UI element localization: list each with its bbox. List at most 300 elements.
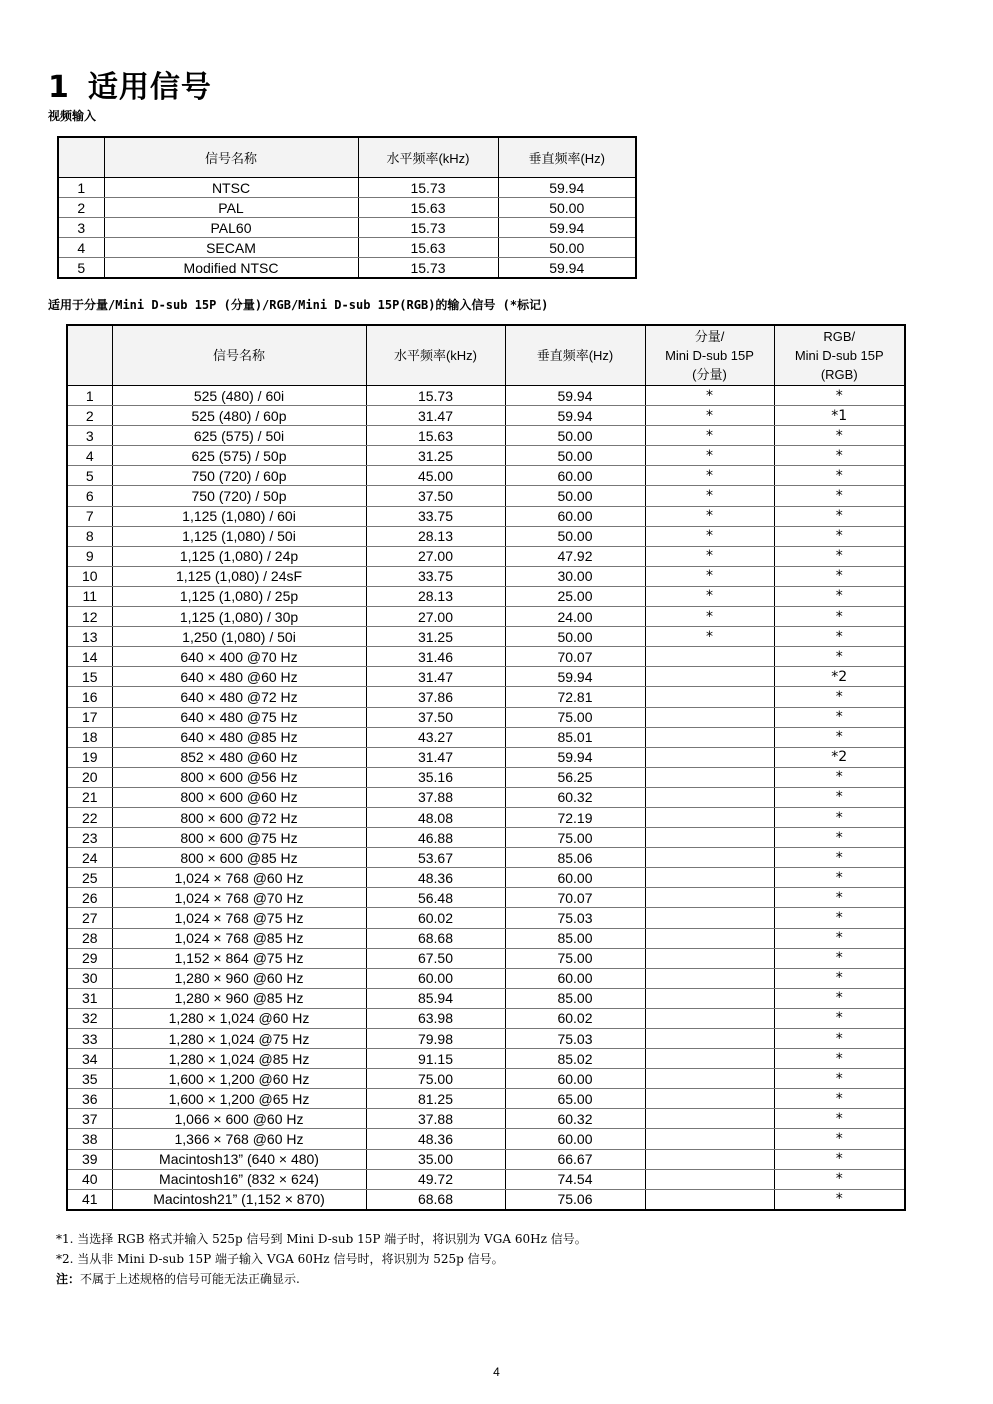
table-cell: 34: [67, 1049, 112, 1069]
table-cell: 85.01: [505, 727, 645, 747]
table-cell: *: [774, 426, 905, 446]
table-cell: 1,125 (1,080) / 25p: [112, 586, 366, 606]
table-cell: *: [774, 888, 905, 908]
table-cell: 35.16: [366, 767, 505, 787]
table-cell: 40: [67, 1169, 112, 1189]
table-cell: 15.63: [358, 198, 498, 218]
table-row: [67, 807, 905, 827]
table-cell: 56.25: [505, 767, 645, 787]
table-cell: Macintosh21” (1,152 × 870): [112, 1189, 366, 1210]
table-cell: 750 (720) / 60p: [112, 466, 366, 486]
table-row: [67, 908, 905, 928]
note-text: 不属于上述规格的信号可能无法正确显示.: [80, 1272, 300, 1286]
table-cell: *: [645, 386, 774, 406]
table-cell: *: [774, 928, 905, 948]
table-cell: 70.07: [505, 647, 645, 667]
table-cell: 4: [67, 446, 112, 466]
table-cell: 31.47: [366, 406, 505, 426]
table-cell: 1,152 × 864 @75 Hz: [112, 948, 366, 968]
table-cell: 66.67: [505, 1149, 645, 1169]
table-cell: [645, 787, 774, 807]
section-number: 1: [48, 70, 70, 105]
table-cell: 36: [67, 1089, 112, 1109]
table-cell: 28.13: [366, 526, 505, 546]
table-cell: SECAM: [104, 238, 358, 258]
table-cell: *: [774, 446, 905, 466]
table-cell: 48.36: [366, 868, 505, 888]
table-cell: 91.15: [366, 1049, 505, 1069]
table-cell: *: [774, 526, 905, 546]
table-cell: 3: [67, 426, 112, 446]
table-cell: *2: [774, 747, 905, 767]
table-cell: [645, 1169, 774, 1189]
table-cell: 81.25: [366, 1089, 505, 1109]
table-cell: Macintosh13” (640 × 480): [112, 1149, 366, 1169]
table-cell: 800 × 600 @85 Hz: [112, 848, 366, 868]
table-cell: 85.02: [505, 1049, 645, 1069]
table-cell: *: [774, 1049, 905, 1069]
table-row: [67, 526, 905, 546]
column-header: 水平频率(kHz): [358, 137, 498, 178]
table-cell: *: [774, 1189, 905, 1210]
table-cell: *: [774, 848, 905, 868]
table-cell: 24: [67, 848, 112, 868]
table-cell: NTSC: [104, 178, 358, 198]
table-cell: 75.03: [505, 1029, 645, 1049]
table-cell: *: [774, 627, 905, 647]
table-cell: 21: [67, 787, 112, 807]
table-row: [58, 198, 636, 218]
table-cell: 85.00: [505, 988, 645, 1008]
table-cell: 37.88: [366, 1109, 505, 1129]
table-cell: 75.00: [505, 948, 645, 968]
table-cell: 29: [67, 948, 112, 968]
table-cell: 43.27: [366, 727, 505, 747]
table-cell: 37.50: [366, 707, 505, 727]
table-row: [58, 238, 636, 258]
table-cell: [645, 1189, 774, 1210]
table-cell: 59.94: [498, 258, 636, 279]
table-cell: 2: [58, 198, 104, 218]
table-row: [67, 446, 905, 466]
table-cell: 2: [67, 406, 112, 426]
table-cell: 50.00: [498, 238, 636, 258]
table-cell: *1: [774, 406, 905, 426]
table-cell: *: [645, 446, 774, 466]
table-cell: 85.06: [505, 848, 645, 868]
table-row: [67, 928, 905, 948]
table-cell: 48.08: [366, 807, 505, 827]
table-row: [67, 1149, 905, 1169]
table-header-row: [67, 325, 905, 386]
table-row: [67, 667, 905, 687]
table-cell: [645, 687, 774, 707]
table-row: [67, 627, 905, 647]
table-cell: *: [645, 627, 774, 647]
table-cell: 35: [67, 1069, 112, 1089]
table-cell: 800 × 600 @72 Hz: [112, 807, 366, 827]
table-cell: 14: [67, 647, 112, 667]
table-cell: *: [774, 988, 905, 1008]
table-cell: 15.63: [358, 238, 498, 258]
column-header: [58, 137, 104, 178]
table-cell: 1,280 × 960 @85 Hz: [112, 988, 366, 1008]
table-cell: 50.00: [505, 526, 645, 546]
table-cell: *: [774, 868, 905, 888]
table-row: [67, 727, 905, 747]
table-cell: 46.88: [366, 828, 505, 848]
table-cell: 1,125 (1,080) / 30p: [112, 607, 366, 627]
table-row: [67, 948, 905, 968]
table-row: [58, 218, 636, 238]
table-row: [67, 426, 905, 446]
table-cell: 59.94: [505, 747, 645, 767]
component-rgb-heading: 适用于分量/Mini D-sub 15P (分量)/RGB/Mini D-sub 15P(RGB)的输入信号 (*标记): [48, 298, 549, 312]
table-cell: 1: [67, 386, 112, 406]
table-cell: 3: [58, 218, 104, 238]
table-cell: [645, 1129, 774, 1149]
table-cell: 15.73: [358, 218, 498, 238]
table-row: [67, 988, 905, 1008]
table-cell: 37.88: [366, 787, 505, 807]
table-cell: *: [774, 807, 905, 827]
table-cell: 50.00: [505, 446, 645, 466]
table-cell: 59.94: [505, 386, 645, 406]
table-cell: 50.00: [505, 486, 645, 506]
table-cell: *: [774, 546, 905, 566]
table-cell: *: [774, 948, 905, 968]
column-header: 信号名称: [104, 137, 358, 178]
table-row: [67, 386, 905, 406]
table-row: [67, 607, 905, 627]
table-cell: 1,280 × 960 @60 Hz: [112, 968, 366, 988]
table-cell: 37: [67, 1109, 112, 1129]
table-cell: 12: [67, 607, 112, 627]
table-cell: *: [774, 566, 905, 586]
table-cell: 85.00: [505, 928, 645, 948]
table-cell: 1,125 (1,080) / 60i: [112, 506, 366, 526]
table-cell: 59.94: [498, 178, 636, 198]
table-cell: 625 (575) / 50p: [112, 446, 366, 466]
table-cell: 640 × 480 @60 Hz: [112, 667, 366, 687]
table-cell: 15.73: [358, 178, 498, 198]
table-cell: [645, 647, 774, 667]
table-cell: [645, 727, 774, 747]
table-cell: 23: [67, 828, 112, 848]
table-cell: *: [645, 566, 774, 586]
table-cell: 11: [67, 586, 112, 606]
table-cell: 75.00: [505, 707, 645, 727]
table-cell: 39: [67, 1149, 112, 1169]
table-cell: *: [645, 406, 774, 426]
table-cell: 1,125 (1,080) / 24sF: [112, 566, 366, 586]
table-cell: [645, 828, 774, 848]
table-cell: 750 (720) / 50p: [112, 486, 366, 506]
table-cell: 30: [67, 968, 112, 988]
table-cell: *: [645, 466, 774, 486]
table-cell: 15.63: [366, 426, 505, 446]
table-cell: 50.00: [498, 198, 636, 218]
table-row: [67, 787, 905, 807]
table-cell: 1,250 (1,080) / 50i: [112, 627, 366, 647]
table-cell: [645, 968, 774, 988]
table-cell: 13: [67, 627, 112, 647]
table-cell: [645, 928, 774, 948]
table-row: [67, 1129, 905, 1149]
table-cell: 640 × 480 @85 Hz: [112, 727, 366, 747]
table-cell: 45.00: [366, 466, 505, 486]
table-cell: 31: [67, 988, 112, 1008]
footnotes: [56, 1229, 587, 1289]
table-cell: 22: [67, 807, 112, 827]
table-cell: 60.00: [505, 466, 645, 486]
table-cell: 72.81: [505, 687, 645, 707]
table-cell: 1,125 (1,080) / 24p: [112, 546, 366, 566]
table-cell: 6: [67, 486, 112, 506]
table-row: [67, 406, 905, 426]
table-cell: 15.73: [366, 386, 505, 406]
table-cell: 59.94: [505, 667, 645, 687]
column-header: 水平频率(kHz): [366, 325, 505, 386]
table-row: [67, 1049, 905, 1069]
column-header: 信号名称: [112, 325, 366, 386]
page-title: [48, 62, 212, 106]
page-number: 4: [493, 1365, 500, 1379]
table-cell: 15: [67, 667, 112, 687]
video-input-heading: 视频输入: [48, 109, 97, 123]
table-cell: 9: [67, 546, 112, 566]
table-cell: [645, 868, 774, 888]
table-row: [67, 848, 905, 868]
table-cell: 70.07: [505, 888, 645, 908]
table-cell: 75.00: [505, 828, 645, 848]
table-cell: [645, 747, 774, 767]
table-cell: [645, 1008, 774, 1028]
table-row: [67, 747, 905, 767]
table-cell: *: [645, 607, 774, 627]
table-cell: 20: [67, 767, 112, 787]
table-cell: *: [645, 426, 774, 446]
table-cell: 68.68: [366, 1189, 505, 1210]
table-cell: PAL: [104, 198, 358, 218]
table-cell: [645, 1029, 774, 1049]
table-cell: *: [774, 1029, 905, 1049]
table-cell: 1,066 × 600 @60 Hz: [112, 1109, 366, 1129]
table-cell: *: [774, 1129, 905, 1149]
table-cell: 1,280 × 1,024 @75 Hz: [112, 1029, 366, 1049]
table-cell: 60.00: [366, 968, 505, 988]
table-row: [67, 546, 905, 566]
table-cell: 32: [67, 1008, 112, 1028]
table-cell: 48.36: [366, 1129, 505, 1149]
table-cell: *: [774, 1149, 905, 1169]
table-cell: *: [645, 586, 774, 606]
footnote-1: *1. 当选择 RGB 格式并输入 525p 信号到 Mini D-sub 15P 端子时，将识别为 VGA 60Hz 信号。: [56, 1232, 587, 1246]
table-cell: 4: [58, 238, 104, 258]
table-cell: 10: [67, 566, 112, 586]
table-cell: 1,600 × 1,200 @65 Hz: [112, 1089, 366, 1109]
table-cell: *: [774, 1169, 905, 1189]
table-cell: 800 × 600 @75 Hz: [112, 828, 366, 848]
table-cell: 56.48: [366, 888, 505, 908]
table-cell: *: [774, 506, 905, 526]
table-cell: 31.47: [366, 667, 505, 687]
table-cell: 49.72: [366, 1169, 505, 1189]
table-cell: *: [774, 386, 905, 406]
table-cell: *2: [774, 667, 905, 687]
table-row: [67, 968, 905, 988]
table-cell: 50.00: [505, 627, 645, 647]
table-cell: 33.75: [366, 506, 505, 526]
note-label: 注：: [56, 1272, 81, 1286]
footnote-2: *2. 当从非 Mini D-sub 15P 端子输入 VGA 60Hz 信号时，将识别为 525p 信号。: [56, 1252, 504, 1266]
table-cell: 17: [67, 707, 112, 727]
table-cell: [645, 948, 774, 968]
table-cell: *: [774, 727, 905, 747]
table-row: [67, 1169, 905, 1189]
table-row: [67, 586, 905, 606]
table-cell: [645, 988, 774, 1008]
table-cell: 65.00: [505, 1089, 645, 1109]
table-cell: *: [774, 486, 905, 506]
table-cell: *: [774, 787, 905, 807]
column-header: [67, 325, 112, 386]
video-input-table: [57, 136, 637, 279]
table-cell: 18: [67, 727, 112, 747]
table-cell: [645, 807, 774, 827]
table-cell: *: [774, 1089, 905, 1109]
table-row: [67, 1008, 905, 1028]
table-cell: 1,125 (1,080) / 50i: [112, 526, 366, 546]
table-cell: 72.19: [505, 807, 645, 827]
table-cell: [645, 1109, 774, 1129]
table-cell: 26: [67, 888, 112, 908]
table-cell: 67.50: [366, 948, 505, 968]
table-cell: *: [774, 647, 905, 667]
table-cell: *: [774, 828, 905, 848]
table-cell: 27: [67, 908, 112, 928]
table-cell: 25: [67, 868, 112, 888]
table-cell: 47.92: [505, 546, 645, 566]
table-cell: 7: [67, 506, 112, 526]
column-header: 垂直频率(Hz): [498, 137, 636, 178]
table-cell: 27.00: [366, 546, 505, 566]
table-cell: 31.47: [366, 747, 505, 767]
table-cell: 16: [67, 687, 112, 707]
table-cell: 41: [67, 1189, 112, 1210]
table-cell: 5: [67, 466, 112, 486]
table-cell: *: [774, 687, 905, 707]
table-cell: *: [774, 466, 905, 486]
table-cell: 1,366 × 768 @60 Hz: [112, 1129, 366, 1149]
table-row: [67, 1029, 905, 1049]
table-cell: 27.00: [366, 607, 505, 627]
table-cell: Macintosh16” (832 × 624): [112, 1169, 366, 1189]
table-cell: 15.73: [358, 258, 498, 279]
table-cell: 60.32: [505, 787, 645, 807]
table-row: [67, 828, 905, 848]
table-cell: 79.98: [366, 1029, 505, 1049]
table-cell: *: [774, 1069, 905, 1089]
table-cell: 33.75: [366, 566, 505, 586]
table-cell: 74.54: [505, 1169, 645, 1189]
table-header-row: [58, 137, 636, 178]
table-cell: [645, 888, 774, 908]
table-row: [67, 767, 905, 787]
table-cell: 50.00: [505, 426, 645, 446]
table-cell: 8: [67, 526, 112, 546]
table-cell: [645, 767, 774, 787]
table-cell: *: [774, 968, 905, 988]
table-cell: 1,024 × 768 @60 Hz: [112, 868, 366, 888]
table-cell: 1,280 × 1,024 @85 Hz: [112, 1049, 366, 1069]
table-cell: [645, 707, 774, 727]
table-cell: 60.02: [505, 1008, 645, 1028]
table-cell: *: [774, 707, 905, 727]
table-cell: 31.25: [366, 627, 505, 647]
table-cell: *: [645, 506, 774, 526]
table-cell: 31.25: [366, 446, 505, 466]
table-cell: *: [774, 586, 905, 606]
table-cell: 1,280 × 1,024 @60 Hz: [112, 1008, 366, 1028]
table-cell: [645, 1049, 774, 1069]
table-cell: 75.03: [505, 908, 645, 928]
table-cell: 800 × 600 @60 Hz: [112, 787, 366, 807]
component-rgb-table: [66, 324, 906, 1211]
table-row: [67, 566, 905, 586]
table-cell: [645, 667, 774, 687]
table-cell: *: [774, 908, 905, 928]
table-cell: [645, 1089, 774, 1109]
table-cell: 28.13: [366, 586, 505, 606]
table-cell: PAL60: [104, 218, 358, 238]
table-cell: 68.68: [366, 928, 505, 948]
table-cell: 24.00: [505, 607, 645, 627]
table-cell: 53.67: [366, 848, 505, 868]
table-row: [67, 707, 905, 727]
table-cell: 59.94: [505, 406, 645, 426]
table-row: [67, 506, 905, 526]
table-cell: Modified NTSC: [104, 258, 358, 279]
table-row: [67, 486, 905, 506]
table-cell: 60.00: [505, 506, 645, 526]
table-cell: *: [774, 607, 905, 627]
table-row: [58, 178, 636, 198]
table-row: [67, 1069, 905, 1089]
table-cell: 75.06: [505, 1189, 645, 1210]
table-cell: 640 × 480 @75 Hz: [112, 707, 366, 727]
table-cell: 30.00: [505, 566, 645, 586]
column-header: 分量/ Mini D-sub 15P (分量): [645, 325, 774, 386]
table-cell: *: [645, 526, 774, 546]
table-cell: 85.94: [366, 988, 505, 1008]
footnote-3: [56, 1269, 587, 1289]
table-cell: 31.46: [366, 647, 505, 667]
table-cell: 525 (480) / 60p: [112, 406, 366, 426]
table-row: [67, 868, 905, 888]
table-cell: 800 × 600 @56 Hz: [112, 767, 366, 787]
table-cell: 5: [58, 258, 104, 279]
table-cell: 37.50: [366, 486, 505, 506]
table-cell: 60.00: [505, 1129, 645, 1149]
table-cell: 525 (480) / 60i: [112, 386, 366, 406]
table-cell: 1: [58, 178, 104, 198]
table-cell: 75.00: [366, 1069, 505, 1089]
table-cell: 60.00: [505, 1069, 645, 1089]
table-cell: 640 × 480 @72 Hz: [112, 687, 366, 707]
table-cell: *: [774, 767, 905, 787]
table-cell: *: [774, 1008, 905, 1028]
